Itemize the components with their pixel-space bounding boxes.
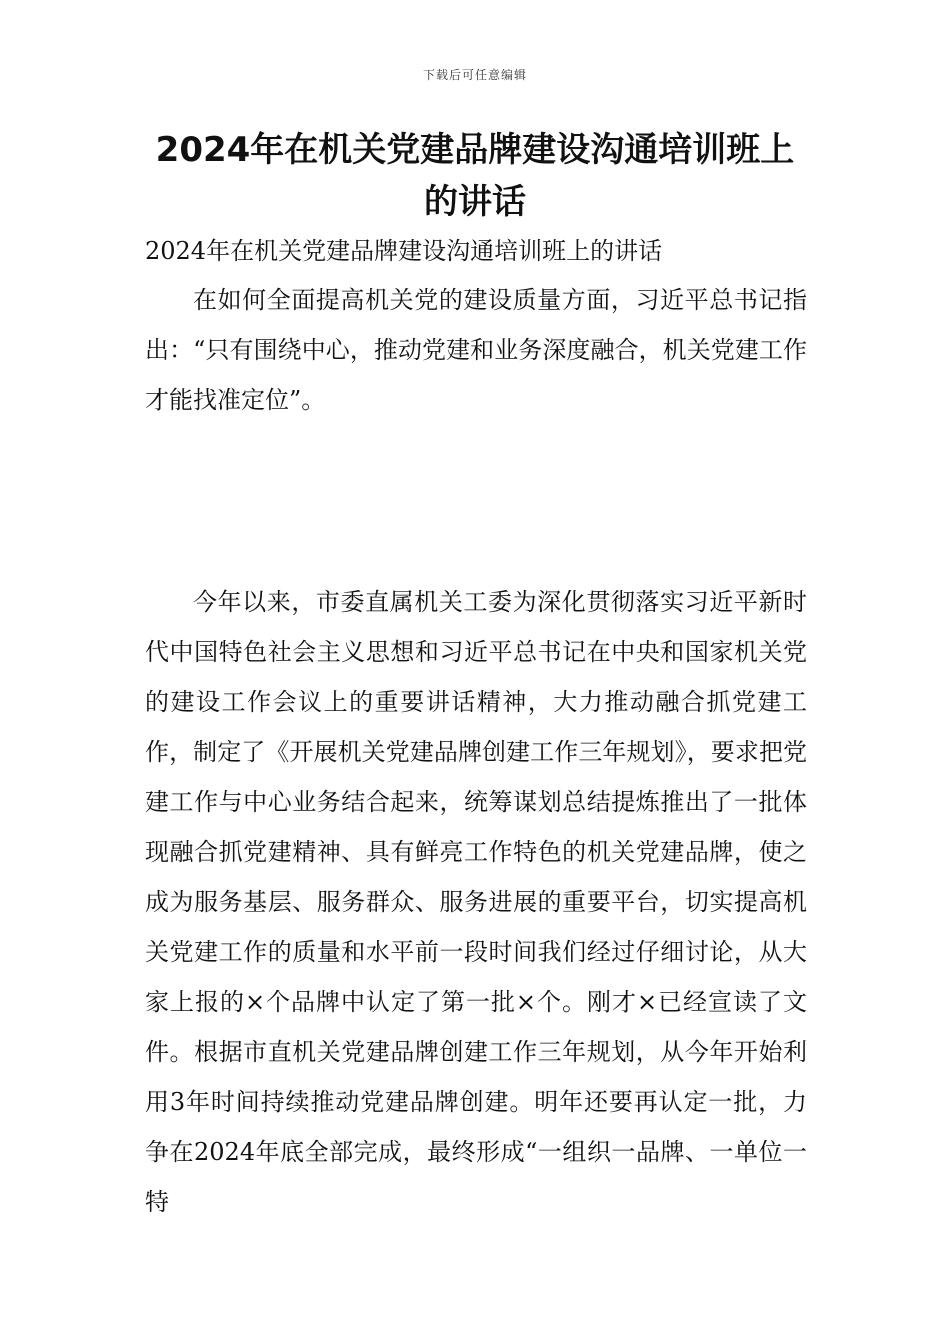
document-subtitle: 2024年在机关党建品牌建设沟通培训班上的讲话: [145, 237, 663, 265]
header-note: 下载后可任意编辑: [422, 68, 527, 82]
paragraph-1: 在如何全面提高机关党的建设质量方面，习近平总书记指出：“只有围绕中心，推动党建和业务深度融合，机关党建工作才能找准定位”。: [145, 286, 807, 414]
document-title: 2024年在机关党建品牌建设沟通培训班上的讲话: [155, 130, 795, 222]
paragraph-2: 今年以来，市委直属机关工委为深化贯彻落实习近平新时代中国特色社会主义思想和习近平总书记在中央和国家机关党的建设工作会议上的重要讲话精神，大力推动融合抓党建工作，制定了《开展机关党建品牌创建工作三年规划》，要求把党建工作与中心业务结合起来，统筹谋划总结提炼推出了一批体现融合抓党建精神、具有鲜亮工作特色的机关党建品牌，使之成为服务基层、服务群众、服务进展的重要平台，切实提高机关党建工作的质量和水平前一段时间我们经过仔细讨论，从大家上报的×个品牌中认定了第一批×个。刚才×已经宣读了文件。根据市直机关党建品牌创建工作三年规划，从今年开始利用3年时间持续推动党建品牌创建。明年还要再认定一批，力争在2024年底全部完成，最终形成“一组织一品牌、一单位一特: [145, 588, 807, 1216]
